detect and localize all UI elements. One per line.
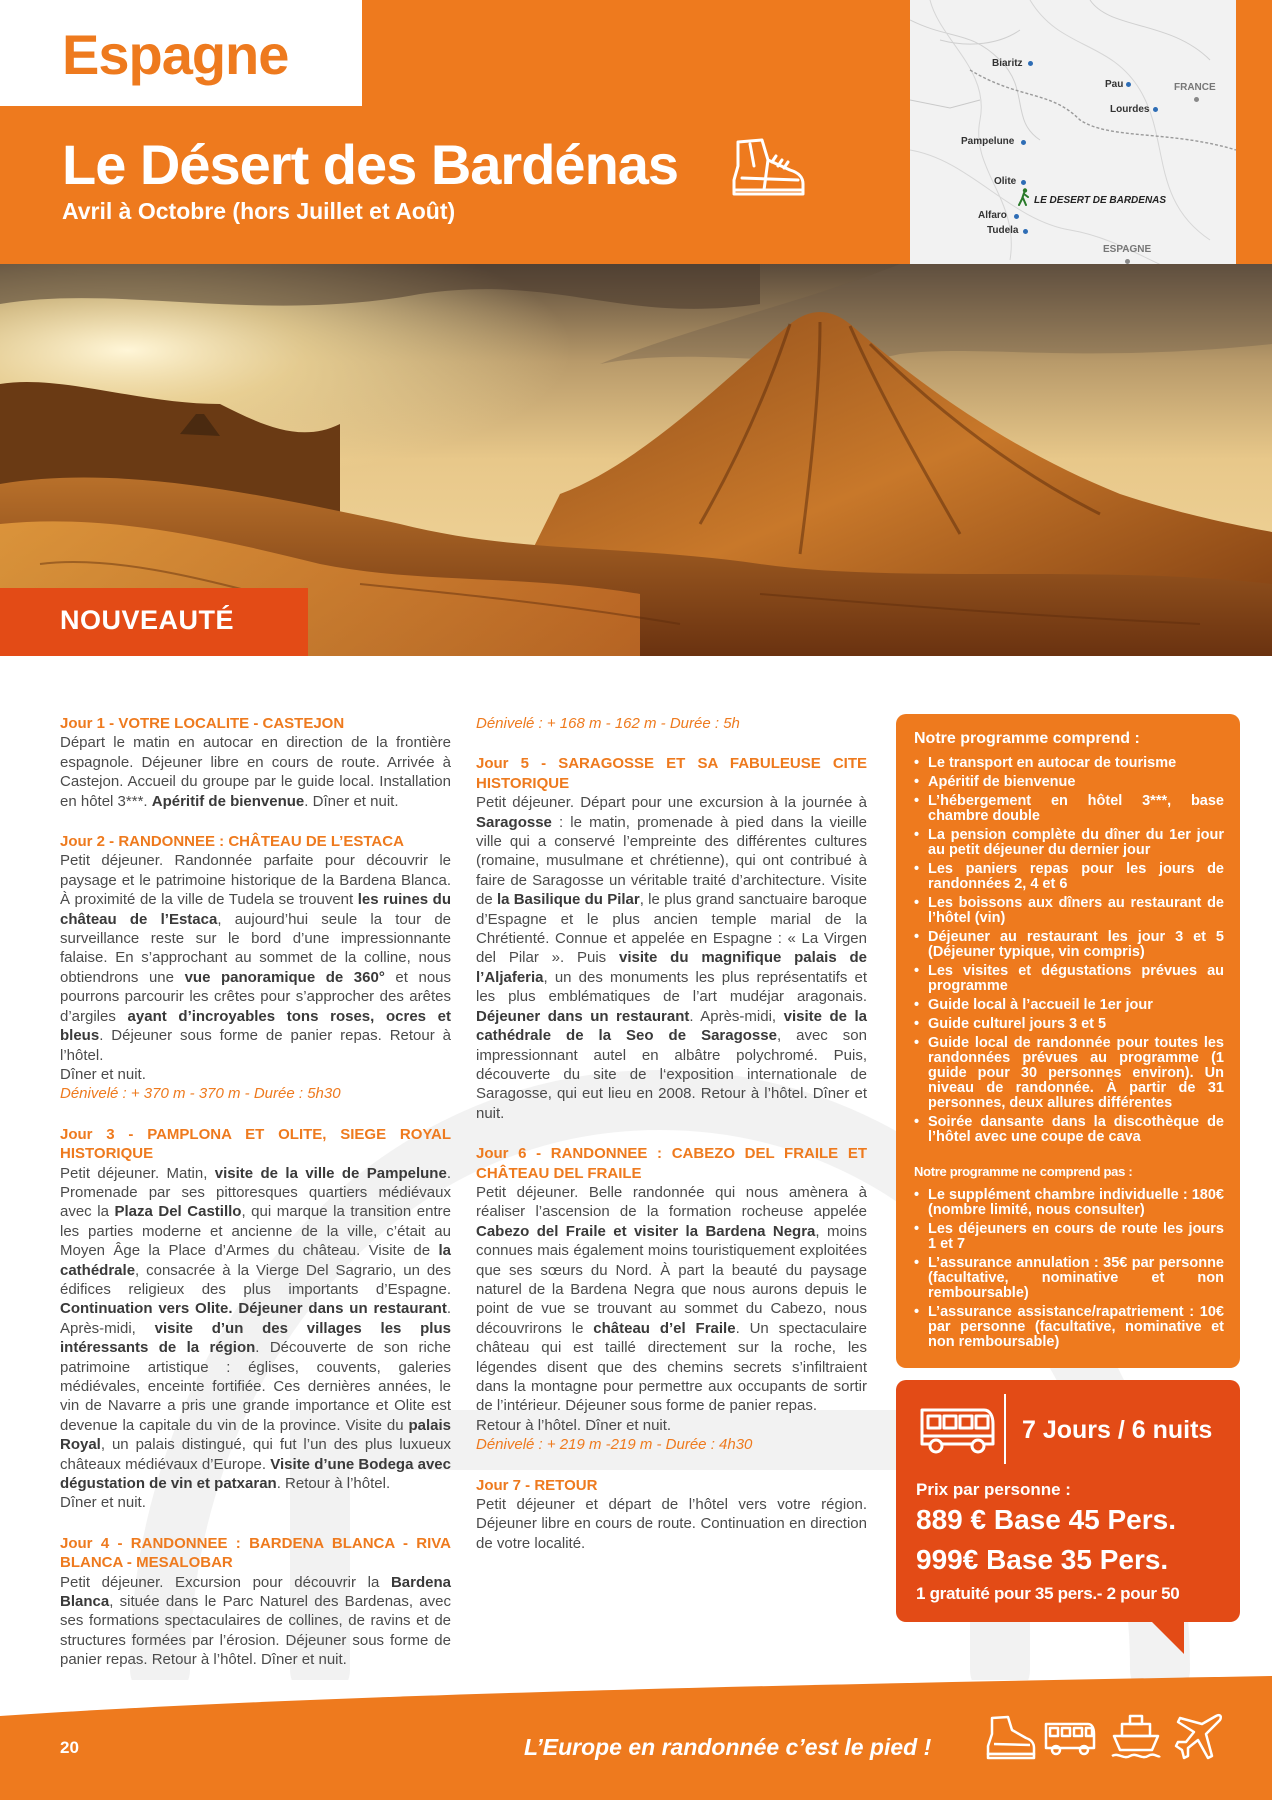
map-dot (1014, 214, 1019, 219)
includes-item: • La pension complète du dîner du 1er jour au petit déjeuner du dernier jour (914, 828, 1224, 858)
day-7 (476, 1476, 867, 1554)
day-title: Jour 1 - VOTRE LOCALITE - CASTEJON (60, 715, 345, 732)
hiker-icon (1017, 188, 1031, 206)
page-subtitle: Avril à Octobre (hors Juillet et Août) (62, 198, 456, 224)
day-description: Petit déjeuner et départ de l’hôtel vers votre région. Déjeuner libre en cours de route. Continuation en direction de votre localité. (476, 1496, 867, 1552)
includes-item: • Guide culturel jours 3 et 5 (914, 1017, 1224, 1032)
itinerary-column-2 (476, 714, 867, 1553)
map-dot (1194, 97, 1199, 102)
map-country-espagne: ESPAGNE (1103, 244, 1152, 255)
includes-item: • Les paniers repas pour les jours de randonnées 2, 4 et 6 (914, 862, 1224, 892)
includes-item: • Soirée dansante dans la discothèque de l’hôtel avec une coupe de cava (914, 1115, 1224, 1145)
map-dot (1021, 140, 1026, 145)
excludes-item: • Les déjeuners en cours de route les jours 1 et 7 (914, 1222, 1224, 1252)
price-box (896, 1380, 1240, 1622)
day-title: Jour 3 - PAMPLONA ET OLITE, SIEGE ROYAL HISTORIQUE (60, 1125, 451, 1163)
day-elevation-stats: Dénivelé : + 168 m - 162 m - Durée : 5h (476, 715, 740, 732)
price-divider (1004, 1394, 1006, 1464)
includes-list (914, 756, 1224, 1149)
day-4-continued (476, 714, 867, 733)
map-city-alfaro: Alfaro (978, 210, 1007, 221)
day-description: Petit déjeuner. Belle randonnée qui nous amènera à réaliser l’ascension de la formation rocheuse appelée Cabezo del Fraile et visiter la Bardena Negra, moins connues mais également moins touristiquement exploitées que ses sœurs du Nord. À part la beauté du paysage naturel de la Bardena Negra que nous aurons depuis le point de vue se trouvant au sommet du Cabezo, nous découvrirons le château d’el Fraile. Un spectaculaire château qui est taillé directement sur la roche, les légendes disent que des chemins secrets s’infiltraient dans la montagne pour permettre aux occupants de sortir de l’intérieur. Déjeuner sous forme de panier repas. Retour à l’hôtel. Dîner et nuit. (476, 1183, 868, 1434)
map-dot (1028, 61, 1033, 66)
day-4 (60, 1534, 451, 1670)
hiking-boot-icon (984, 1712, 1036, 1762)
includes-item: • Guide local à l’accueil le 1er jour (914, 998, 1224, 1013)
excludes-item: • L’assurance assistance/rapatriement : 10€ par personne (facultative, nominative et non remboursable) (914, 1305, 1224, 1350)
map-city-pau: Pau (1105, 79, 1124, 90)
day-2 (60, 832, 451, 1104)
program-includes-box (896, 714, 1240, 1368)
map-city-pampelune: Pampelune (961, 136, 1015, 147)
includes-item: • Le transport en autocar de tourisme (914, 756, 1224, 771)
gratuity-note: 1 gratuité pour 35 pers.- 2 pour 50 (916, 1584, 1180, 1603)
excludes-list (914, 1188, 1224, 1354)
map-city-lourdes: Lourdes (1110, 104, 1150, 115)
plane-icon (1172, 1712, 1224, 1762)
day-title: Jour 7 - RETOUR (476, 1476, 598, 1494)
day-description: Petit déjeuner. Départ pour une excursion à la journée à Saragosse : le matin, promenade à pied dans la vieille ville qui a conservé l’empreinte des différentes cultures (romaine, musulmane et chrétienne), qui ont contribué à faire de Saragosse un véritable traité d’architecture. Visite de la Basilique du Pilar, le plus grand sanctuaire baroque d’Espagne et le plus ancien temple marial de la Chrétienté. Connue et appelée en Espagne : « La Virgen del Pilar ». Puis visite du magnifique palais de l’Aljaferia, un des monuments les plus représentatifs et les plus emblématiques de l’art mudéjar aragonais. Déjeuner dans un restaurant. Après-midi, visite de la cathédrale de la Seo de Saragosse, avec son impressionnant autel en albâtre polychromé. Puis, découverte du site de l‘exposition internationale de Saragosse, qui eut lieu en 2008. Retour à l’hôtel. Dîner et nuit. (476, 794, 867, 1122)
day-description: Petit déjeuner. Excursion pour découvrir la Bardena Blanca, située dans le Parc Naturel des Bardenas, avec ses formations spectaculaires de collines, de ravins et de structures formées par l’érosion. Déjeuner sous forme de panier repas. Retour à l’hôtel. Dîner et nuit. (60, 1573, 451, 1669)
map-dot (1153, 107, 1158, 112)
trip-duration: 7 Jours / 6 nuits (1022, 1416, 1213, 1444)
map-city-olite: Olite (994, 176, 1017, 187)
price-label: Prix par personne : (916, 1480, 1071, 1499)
price-base-35: 999€ Base 35 Pers. (916, 1544, 1169, 1575)
map-destination-label: LE DESERT DE BARDENAS (1034, 195, 1167, 206)
country-tab (0, 0, 362, 106)
price-box-tail (1140, 1610, 1184, 1654)
new-badge (0, 588, 308, 656)
location-map (910, 0, 1236, 298)
day-3 (60, 1125, 451, 1513)
includes-item: • Déjeuner au restaurant les jour 3 et 5 (Déjeuner typique, vin compris) (914, 930, 1224, 960)
day-elevation-stats: Dénivelé : + 370 m - 370 m - Durée : 5h30 (60, 1085, 341, 1103)
includes-title: Notre programme comprend : (914, 730, 1140, 747)
day-title: Jour 2 - RANDONNEE : CHÂTEAU DE L’ESTACA (60, 833, 404, 851)
day-elevation-stats: Dénivelé : + 219 m -219 m - Durée : 4h30 (476, 1436, 753, 1454)
footer-slogan: L’Europe en randonnée c’est le pied ! (524, 1734, 932, 1760)
day-description: Départ le matin en autocar en direction de la frontière espagnole. Déjeuner libre en cours de route. Arrivée à Castejon. Accueil du groupe par le guide local. Installation en hôtel 3***. Apéritif de bienvenue. Dîner et nuit. (60, 734, 451, 810)
day-1 (60, 714, 451, 811)
map-city-biaritz: Biaritz (992, 58, 1023, 69)
itinerary-column-1 (60, 714, 451, 1670)
day-title: Jour 6 - RANDONNEE : CABEZO DEL FRAILE ET CHÂTEAU DEL FRAILE (476, 1145, 867, 1182)
new-badge-label: NOUVEAUTÉ (60, 605, 235, 635)
excludes-item: • Le supplément chambre individuelle : 180€ (nombre limité, nous consulter) (914, 1188, 1224, 1218)
hiking-boot-icon (728, 136, 806, 198)
country-name: Espagne (62, 23, 289, 86)
includes-item: • Les visites et dégustations prévues au programme (914, 964, 1224, 994)
day-description: Petit déjeuner. Randonnée parfaite pour découvrir le paysage et le patrimoine historique de la Bardena Blanca. À proximité de la ville de Tudela se trouvent les ruines du château de l’Estaca, aujourd’hui seule la tour de surveillance reste sur le bord d’une impressionnante falaise. En s’approchant au sommet de la colline, nous obtiendrons une vue panoramique de 360° et nous pourrons parcourir les crêtes pour s’approcher des arêtes d’argiles ayant d’incroyables tons roses, ocres et bleus. Déjeuner sous forme de panier repas. Retour à l’hôtel. Dîner et nuit. (60, 852, 452, 1083)
includes-item: • Les boissons aux dîners au restaurant de l’hôtel (vin) (914, 896, 1224, 926)
map-dot (1126, 82, 1131, 87)
excludes-item: • L’assurance annulation : 35€ par personne (facultative, nominative et non remboursable) (914, 1256, 1224, 1301)
day-title: Jour 4 - RANDONNEE : BARDENA BLANCA - RIVA BLANCA - MESALOBAR (60, 1534, 451, 1572)
map-dot (1021, 180, 1026, 185)
includes-item: • Apéritif de bienvenue (914, 775, 1224, 790)
map-city-tudela: Tudela (987, 225, 1019, 236)
includes-item: • L’hébergement en hôtel 3***, base chambre double (914, 794, 1224, 824)
bus-icon (918, 1400, 996, 1458)
ship-icon (1110, 1712, 1162, 1762)
page-title: Le Désert des Bardénas (62, 133, 679, 196)
excludes-title: Notre programme ne comprend pas : (914, 1164, 1133, 1179)
page-number: 20 (60, 1738, 79, 1757)
day-6 (476, 1144, 867, 1455)
map-background (910, 0, 1236, 298)
day-5 (476, 754, 867, 1123)
price-base-45: 889 € Base 45 Pers. (916, 1504, 1176, 1535)
bus-icon (1044, 1712, 1096, 1762)
day-title: Jour 5 - SARAGOSSE ET SA FABULEUSE CITE HISTORIQUE (476, 755, 867, 792)
map-dot (1023, 229, 1028, 234)
includes-item: • Guide local de randonnée pour toutes les randonnées prévues au programme (1 guide pour 30 personnes environ). Un niveau de randonnée. À partir de 31 personnes, deux allures différentes (914, 1036, 1224, 1111)
day-description: Petit déjeuner. Matin, visite de la ville de Pampelune. Promenade par ses pittoresques quartiers médiévaux avec la Plaza Del Castillo, qui marque la transition entre les parties moderne et ancienne de la ville, c’était au Moyen Âge la Place d’Armes du château. Visite de la cathédrale, consacrée à la Vierge Del Sagrario, un des édifices religieux des plus importants d’Espagne. Continuation vers Olite. Déjeuner dans un restaurant. Après-midi, visite d’un des villages les plus intéressants de la région. Découverte de son riche patrimoine artistique : églises, couvents, galeries médiévales, enceinte fortifiée. Ces dernières années, le vin de Navarre a pris une grande importance et Olite est devenue la capitale du vin de la province. Visite du palais Royal, un palais distingué, qui fut l’un des plus luxueux châteaux médiévaux d’Europe. Visite d’une Bodega avec dégustation de vin et patxaran. Retour à l’hôtel. Dîner et nuit. (60, 1164, 451, 1512)
map-country-france: FRANCE (1174, 82, 1216, 93)
